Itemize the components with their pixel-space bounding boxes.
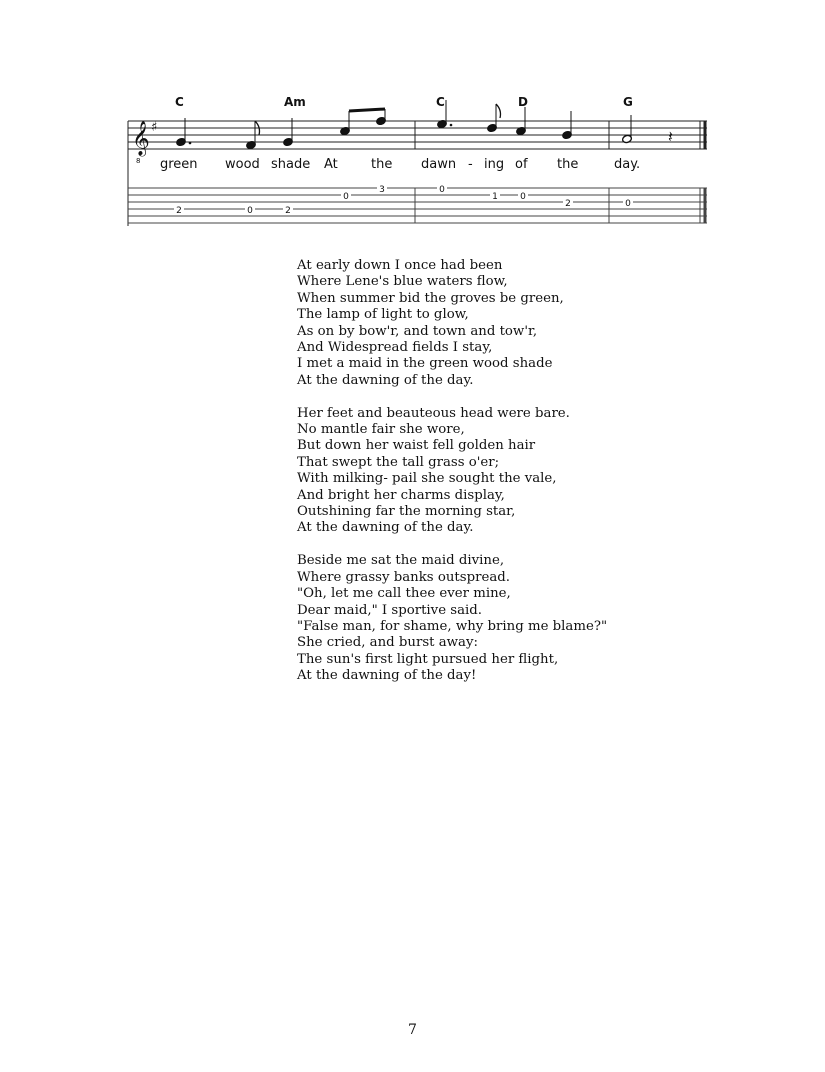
poem-line: Where Lene's blue waters flow, (297, 274, 508, 290)
tab-number: 0 (625, 199, 631, 209)
lyric-syllable: wood (225, 157, 260, 172)
lyric-syllable: the (557, 157, 579, 172)
poem-line: The lamp of light to glow, (297, 307, 469, 323)
chord-symbol: C (175, 95, 184, 109)
poem-line: As on by bow'r, and town and tow'r, (297, 323, 538, 339)
tab-number: 1 (492, 192, 498, 202)
lyric-syllable: At (324, 157, 338, 172)
tab-number: 3 (379, 185, 385, 195)
poem-line: The sun's first light pursued her flight, (297, 651, 559, 667)
poem-line: But down her waist fell golden hair (297, 438, 536, 454)
poem-line: At the dawning of the day. (297, 372, 474, 388)
poem-line: Outshining far the morning star, (297, 504, 516, 520)
poem-line: At the dawning of the day! (297, 668, 477, 684)
clef-octave-mark: 8 (136, 157, 141, 165)
poem-line: When summer bid the groves be green, (297, 290, 564, 306)
stanza (297, 258, 717, 389)
poem-line: "Oh, let me call thee ever mine, (297, 586, 511, 602)
tab-number: 2 (565, 199, 571, 209)
chord-symbol: C (436, 95, 445, 109)
poem-line: At early down I once had been (297, 258, 503, 273)
chord-symbol: Am (284, 95, 306, 109)
tab-numbers (174, 185, 633, 216)
chord-symbol: D (518, 95, 528, 109)
tab-number: 2 (285, 206, 291, 216)
poem-line: And Widespread fields I stay, (297, 340, 493, 356)
svg-text:𝄞: 𝄞 (132, 121, 150, 156)
tab-number: 0 (247, 206, 253, 216)
poem-line: At the dawning of the day. (297, 520, 474, 536)
tab-number: 2 (176, 206, 182, 216)
quarter-rest-icon: 𝄽 (668, 127, 673, 146)
poem-line: And bright her charms display, (297, 487, 505, 503)
poem-line: That swept the tall grass o'er; (297, 454, 500, 470)
music-score (0, 0, 825, 240)
poem-line: Dear maid," I sportive said. (297, 602, 483, 618)
poem-line: She cried, and burst away: (297, 635, 478, 651)
treble-clef-icon (132, 121, 150, 157)
tab-number: 0 (343, 192, 349, 202)
poem-line: Her feet and beauteous head were bare. (297, 405, 570, 421)
tab-number: 0 (520, 192, 526, 202)
lyric-syllable: ing (484, 157, 505, 172)
tab-number: 0 (439, 185, 445, 195)
page-number: 7 (408, 1022, 417, 1038)
poem-line: Beside me sat the maid divine, (297, 553, 505, 569)
stanza (297, 406, 717, 537)
treble-staff (128, 121, 707, 226)
lyric-syllable: the (371, 157, 393, 172)
lyric-syllable: of (515, 157, 528, 172)
lyric-syllable: dawn (421, 157, 457, 172)
poem-line: No mantle fair she wore, (297, 422, 465, 438)
lyric-syllable: green (160, 157, 198, 172)
tab-staff (128, 188, 707, 223)
chord-symbol: G (623, 95, 633, 109)
sharp-key-signature-icon: ♯ (151, 120, 158, 135)
poem-line: Where grassy banks outspread. (297, 569, 510, 585)
lyric-syllable: shade (271, 157, 311, 172)
poem (297, 258, 717, 701)
poem-line: With milking- pail she sought the vale, (297, 471, 557, 487)
poem-line: I met a maid in the green wood shade (297, 356, 553, 372)
lyric-syllable: day. (614, 157, 641, 172)
poem-line: "False man, for shame, why bring me blame?" (297, 618, 608, 634)
stanza (297, 553, 717, 684)
lyric-hyphen: - (468, 157, 473, 172)
